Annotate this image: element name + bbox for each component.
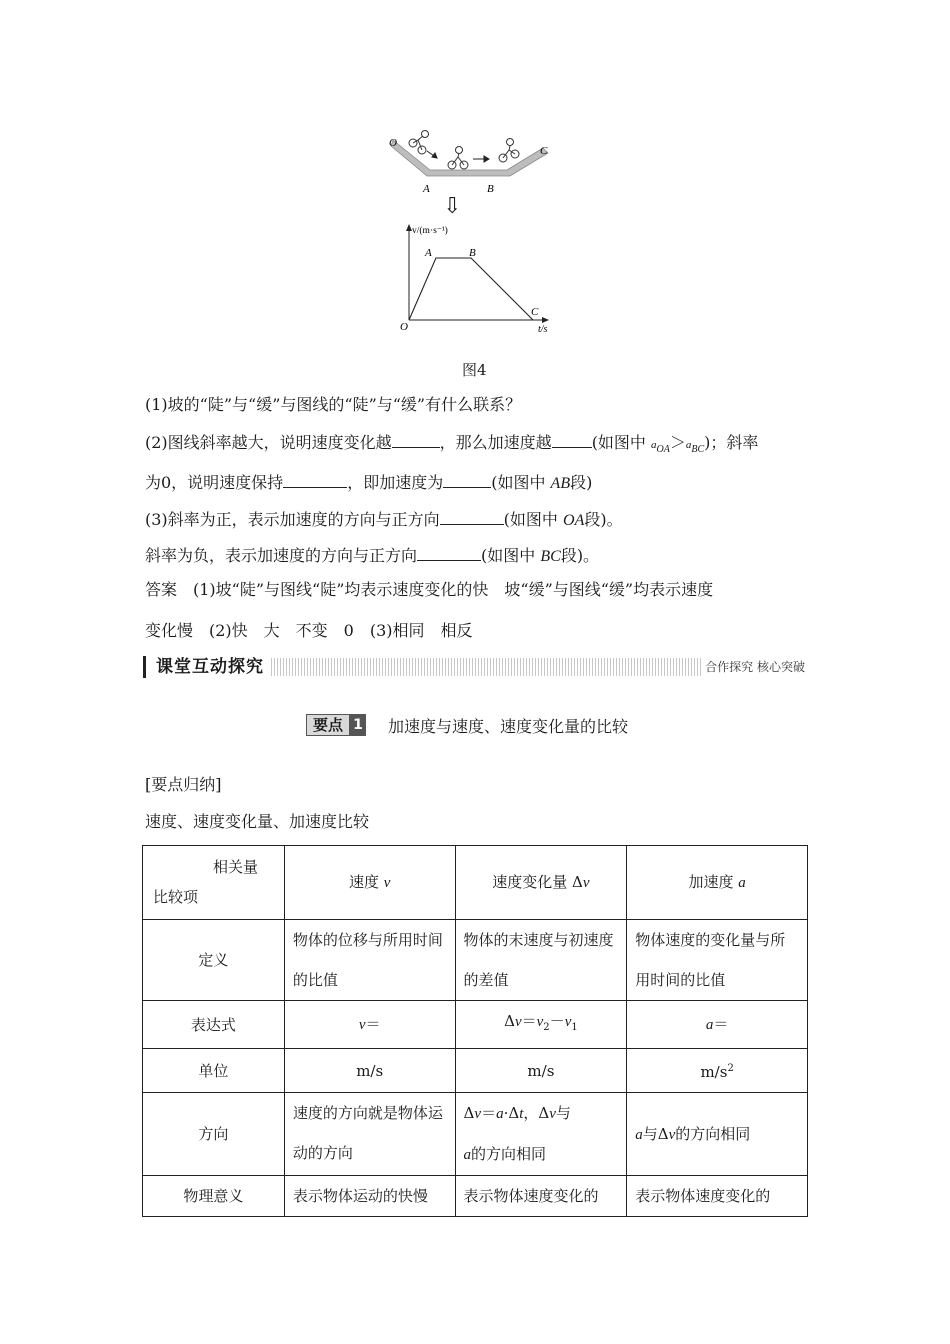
blank [552, 432, 592, 448]
minus: － [549, 1012, 565, 1030]
row-label: 表达式 [143, 1001, 285, 1049]
keypoint-number: 1 [350, 714, 366, 736]
header-delta-v-text: 速度变化量 Δ [492, 873, 583, 891]
expression-acceleration [627, 1001, 808, 1049]
and-text: 与 [555, 1104, 571, 1122]
oa-label: OA [563, 512, 585, 529]
header-acceleration [627, 846, 808, 920]
q2-text-e: 为0，说明速度保持 [145, 473, 284, 492]
comparison-table [142, 845, 808, 1217]
table-row-meaning [143, 1176, 808, 1217]
graph-label-c: C [531, 306, 539, 318]
point-label-c: C [540, 145, 548, 157]
section-subtitle: 合作探究 核心突破 [701, 658, 809, 676]
row-label: 定义 [143, 920, 285, 1001]
same-direction-text: 的方向相同 [471, 1145, 547, 1163]
q2-text-c: (如图中 [591, 433, 652, 452]
unit-text: m/s [700, 1063, 728, 1081]
answer-line-1: 答案 (1)坡“陡”与图线“陡”均表示速度变化的快 坡“缓”与图线“缓”均表示速度 [145, 580, 714, 599]
question-3 [145, 509, 623, 531]
down-arrow-icon: ⇩ [443, 194, 462, 219]
question-2-line-1 [145, 432, 758, 460]
summary-heading: [要点归纳] [145, 775, 222, 794]
header-velocity-symbol: v [383, 875, 391, 891]
blank [417, 545, 481, 561]
blank [392, 432, 440, 448]
subscript: 1 [571, 1022, 578, 1033]
delta: Δ [504, 1012, 515, 1030]
header-velocity-text: 速度 [348, 873, 384, 891]
cyclist-icon [409, 131, 429, 155]
definition-velocity: 物体的位移与所用时间的比值 [284, 920, 455, 1001]
section-banner [143, 656, 811, 678]
a-symbol: a [705, 1017, 714, 1033]
unit-velocity: m/s [284, 1049, 455, 1093]
q2-text-a: (2)图线斜率越大，说明速度变化越 [145, 433, 392, 452]
header-delta-v [455, 846, 627, 920]
answer-line-2: 变化慢 (2)快 大 不变 0 (3)相同 相反 [145, 621, 473, 640]
q2-text-d: )；斜率 [704, 433, 759, 452]
table-title: 速度、速度变化量、加速度比较 [145, 812, 370, 831]
row-label: 单位 [143, 1049, 285, 1093]
table-row-definition [143, 920, 808, 1001]
q4-text-c: 段)。 [560, 546, 600, 565]
subscript: 2 [543, 1022, 550, 1033]
and-delta: 与Δ [642, 1124, 669, 1143]
table-row-unit [143, 1049, 808, 1093]
point-label-o: O [389, 137, 397, 149]
equals: ＝ [713, 1015, 729, 1033]
equals: ＝ [521, 1012, 537, 1030]
a-symbol: a [496, 1106, 504, 1122]
section-title: 课堂互动探究 [143, 656, 270, 678]
x-axis-label: t/s [538, 324, 548, 335]
header-delta-v-symbol: v [582, 875, 590, 891]
comma-delta: ，Δ [523, 1104, 550, 1122]
question-4 [145, 545, 599, 567]
a-oa-symbol: a [651, 439, 657, 451]
unit-delta-v: m/s [455, 1049, 627, 1093]
slope-surface [391, 140, 548, 176]
q3-text-a: (3)斜率为正，表示加速度的方向与正方向 [145, 510, 440, 529]
v-symbol: v [358, 1017, 366, 1033]
bc-label: BC [540, 548, 561, 565]
corner-cell [143, 846, 285, 920]
expression-delta-v [455, 1001, 627, 1049]
table-header-row [143, 846, 808, 920]
equals: ＝ [365, 1015, 381, 1033]
cyclist-icon [448, 147, 468, 170]
v-symbol: v [536, 1014, 544, 1030]
graph-label-b: B [469, 247, 476, 259]
v-symbol: v [549, 1106, 556, 1122]
q2-text-f: ，即加速度为 [347, 473, 444, 492]
a-oa-subscript: OA [656, 444, 670, 456]
graph-label-o: O [400, 321, 408, 333]
a-bc-subscript: BC [691, 444, 705, 456]
dot-delta: ·Δ [503, 1104, 520, 1122]
graph-label-a: A [425, 247, 432, 259]
direction-acceleration [627, 1093, 808, 1176]
same-direction-text: 的方向相同 [675, 1124, 751, 1143]
t-symbol: t [519, 1106, 524, 1122]
a-bc-symbol: a [685, 439, 692, 451]
q2-text-g: (如图中 [491, 473, 551, 492]
q2-text-h: 段) [570, 473, 593, 492]
table-row-expression [143, 1001, 808, 1049]
blank [440, 509, 504, 525]
x-axis-arrow [542, 317, 549, 323]
header-acceleration-symbol: a [738, 875, 746, 891]
figure-caption: 图4 [462, 361, 487, 379]
v-symbol: v [474, 1106, 482, 1122]
direction-velocity: 速度的方向就是物体运动的方向 [284, 1093, 455, 1176]
table-row-direction [143, 1093, 808, 1176]
meaning-delta-v: 表示物体速度变化的 [455, 1176, 627, 1217]
question-2-line-2 [145, 472, 592, 494]
slope-illustration [385, 126, 560, 196]
motion-arrow [473, 156, 489, 162]
definition-acceleration: 物体速度的变化量与所用时间的比值 [627, 920, 808, 1001]
unit-acceleration [627, 1049, 808, 1093]
blank [443, 472, 491, 488]
meaning-acceleration: 表示物体速度变化的 [627, 1176, 808, 1217]
q4-text-b: (如图中 [481, 546, 541, 565]
direction-delta-v [455, 1093, 627, 1176]
unit-superscript: 2 [727, 1063, 734, 1074]
y-axis-label: v/(m·s⁻¹) [412, 226, 448, 236]
keypoint-heading [306, 714, 628, 736]
corner-bottom: 比较项 [153, 887, 199, 906]
row-label: 物理意义 [143, 1176, 285, 1217]
keypoint-title: 加速度与速度、速度变化量的比较 [388, 716, 629, 736]
a-symbol: a [463, 1147, 472, 1163]
delta: Δ [463, 1104, 475, 1122]
row-label: 方向 [143, 1093, 285, 1176]
gt-symbol: ＞ [669, 433, 686, 452]
point-label-b: B [487, 183, 494, 195]
meaning-velocity: 表示物体运动的快慢 [284, 1176, 455, 1217]
header-acceleration-text: 加速度 [688, 873, 739, 891]
q3-text-b: (如图中 [503, 510, 564, 529]
ab-label: AB [550, 475, 571, 492]
velocity-line [409, 258, 533, 320]
definition-delta-v: 物体的末速度与初速度的差值 [455, 920, 627, 1001]
v-symbol: v [564, 1014, 572, 1030]
expression-velocity [284, 1001, 455, 1049]
q3-text-c: 段)。 [584, 510, 623, 529]
header-velocity [284, 846, 455, 920]
q2-text-b: ，那么加速度越 [439, 433, 552, 452]
keypoint-label: 要点 [306, 714, 350, 736]
vt-graph [395, 222, 565, 337]
point-label-a: A [423, 183, 430, 195]
blank [283, 472, 347, 488]
v-symbol: v [514, 1014, 522, 1030]
motion-arrow [427, 151, 437, 158]
q4-text-a: 斜率为负，表示加速度的方向与正方向 [145, 546, 418, 565]
corner-top: 相关量 [213, 857, 259, 876]
v-symbol: v [668, 1126, 676, 1143]
cyclist-icon [499, 139, 519, 163]
a-symbol: a [635, 1126, 643, 1143]
equals: ＝ [481, 1104, 497, 1122]
question-1: (1)坡的“陡”与“缓”与图线的“陡”与“缓”有什么联系？ [145, 395, 522, 414]
